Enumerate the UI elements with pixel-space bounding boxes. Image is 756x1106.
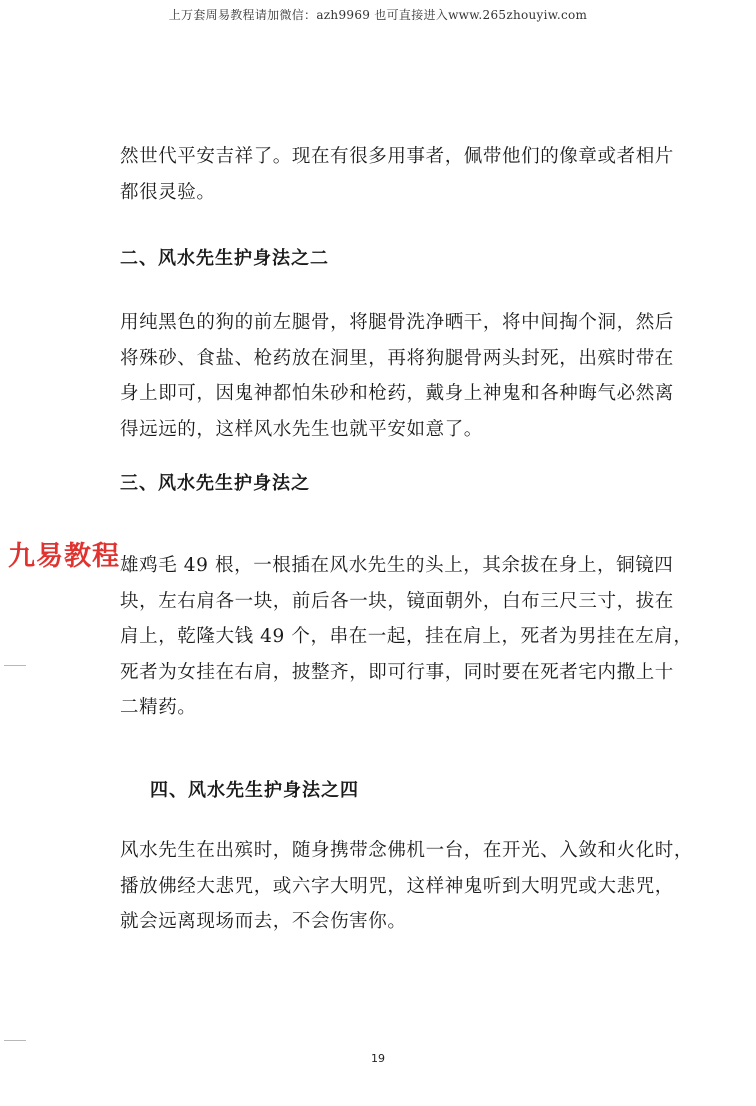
section-heading-4: 四、风水先生护身法之四 [150,780,359,801]
text-line: 就会远离现场而去，不会伤害你。 [120,911,407,932]
text-line: 得远远的，这样风水先生也就平安如意了。 [120,418,483,440]
text-line: 肩上，乾隆大钱 49 个，串在一起，挂在肩上，死者为男挂在左肩， [120,626,693,647]
text-line: 块，左右肩各一块，前后各一块，镜面朝外，白布三尺三寸，拔在 [120,590,674,612]
section-heading-2: 二、风水先生护身法之二 [120,248,329,269]
margin-scan-mark [4,665,26,666]
text-line: 用纯黑色的狗的前左腿骨，将腿骨洗净晒干，将中间掏个洞，然后 [120,312,674,333]
paragraph-section-3 [120,548,693,726]
text-line: 雄鸡毛 49 根，一根插在风水先生的头上，其余拔在身上，铜镜四 [120,555,674,576]
paragraph-continuation [120,139,674,210]
text-line: 死者为女挂在右肩，披整齐，即可行事，同时要在死者宅内撒上十 [120,661,674,683]
text-line: 二精药。 [120,697,197,718]
text-line: 播放佛经大悲咒，或六字大明咒，这样神鬼听到大明咒或大悲咒， [120,875,674,897]
text-line: 风水先生在出殡时，随身携带念佛机一台，在开光、入敛和火化时， [120,840,694,861]
watermark-logo: 九易教程 [8,541,120,572]
paragraph-section-2 [120,305,674,447]
text-line: 将殊砂、食盐、枪药放在洞里，再将狗腿骨两头封死，出殡时带在 [120,347,674,369]
page-number: 19 [371,1052,385,1065]
text-line: 身上即可，因鬼神都怕朱砂和枪药，戴身上神鬼和各种晦气必然离 [120,383,674,404]
section-heading-3: 三、风水先生护身法之 [120,473,310,494]
text-line: 都很灵验。 [120,181,216,203]
margin-scan-mark [4,1040,26,1041]
text-line: 然世代平安吉祥了。现在有很多用事者，佩带他们的像章或者相片 [120,146,674,167]
page-header-banner: 上万套周易教程请加微信：azh9969 也可直接进入www.265zhouyiw.com [168,8,588,22]
paragraph-section-4 [120,833,694,940]
